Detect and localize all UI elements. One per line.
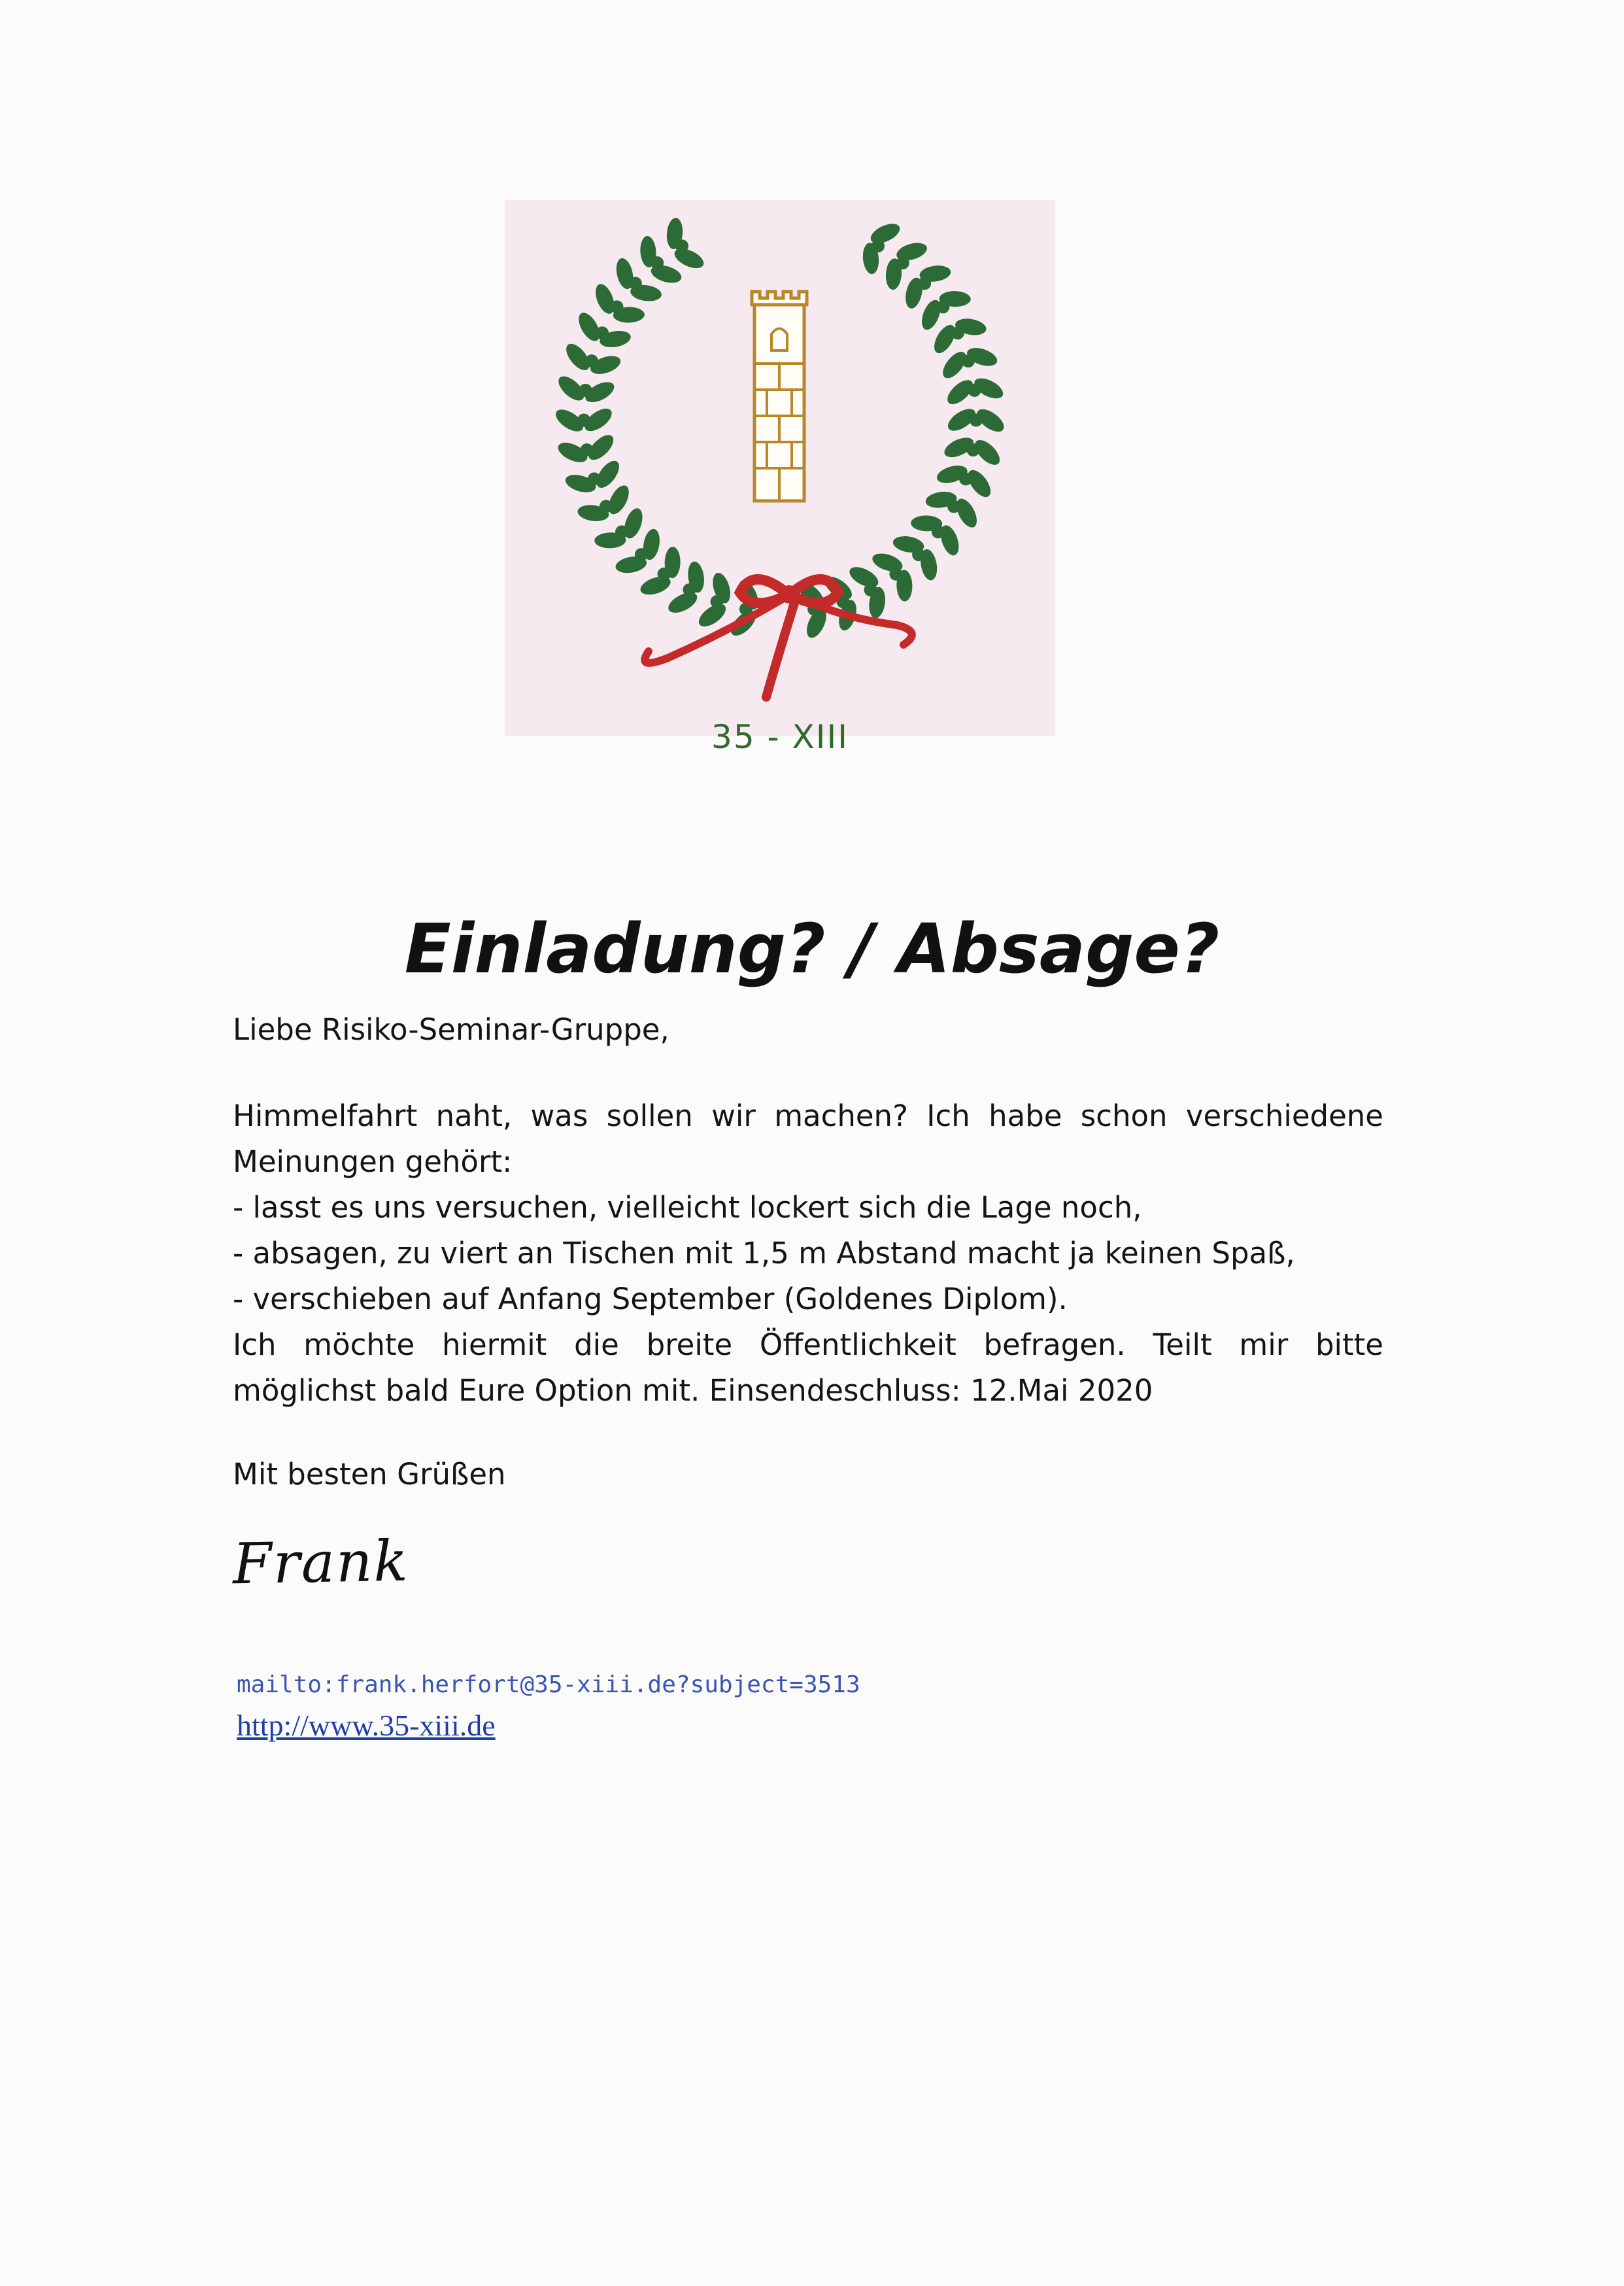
laurel-stem-node [600,500,613,513]
signature: Frank [232,1528,410,1597]
laurel-stem-node [711,595,724,608]
letter-body [233,1093,1383,1414]
laurel-stem-node [683,583,696,596]
body-line: Ich möchte hiermit die breite Öffentlichkeit befragen. Teilt mir bitte [233,1327,1383,1362]
laurel-stem-node [635,548,648,561]
laurel-stem-node [968,384,981,397]
laurel-stem-node [951,326,964,339]
laurel-stem-node [577,414,590,427]
option-item: - absagen, zu viert an Tischen mit 1,5 m Abstand macht ja keinen Spaß, [233,1236,1295,1271]
laurel-stem-node [912,548,925,561]
laurel-stem-node [947,500,960,513]
laurel-stem-node [962,354,975,367]
laurel-stem-node [585,354,598,367]
laurel-stem-node [889,568,902,581]
body-line: möglichst bald Eure Option mit. Einsendeschluss: 12.Mai 2020 [233,1373,1153,1408]
laurel-stem-node [611,300,624,313]
laurel-stem-node [675,239,688,252]
body-line: Himmelfahrt naht, was sollen wir machen? Ich habe schon verschiedene [233,1099,1383,1133]
closing: Mit besten Grüßen [233,1457,506,1492]
laurel-stem-node [864,583,877,596]
option-item: - verschieben auf Anfang September (Goldenes Diplom). [233,1282,1068,1316]
laurel-stem-node [966,443,979,456]
laurel-stem-node [651,256,664,269]
laurel-leaf [930,322,960,357]
laurel-stem-node [615,525,628,538]
mailto-link[interactable]: mailto:frank.herfort@35-xiii.de?subject=3513 [237,1671,860,1698]
club-logo [505,200,1055,736]
laurel-stem-node [581,443,594,456]
logo-caption: 35 - XIII [711,718,849,756]
laurel-stem-node [658,568,671,581]
option-item: - lasst es uns versuchen, vielleicht lockert sich die Lage noch, [233,1190,1142,1225]
laurel-stem-node [596,326,609,339]
salutation: Liebe Risiko-Seminar-Gruppe, [233,1012,669,1047]
letter-title: Einladung? / Absage? [404,908,1220,989]
laurel-stem-node [871,239,885,252]
laurel-stem-node [629,277,642,290]
laurel-stem-node [896,256,909,269]
laurel-stem-node [970,414,983,427]
laurel-stem-node [932,525,945,538]
laurel-wreath-tower-emblem [505,200,1055,736]
laurel-stem-node [579,384,592,397]
body-line: Meinungen gehört: [233,1144,513,1179]
left-laurel-branch [552,217,762,640]
laurel-leaf [575,309,604,345]
laurel-stem-node [588,472,601,485]
tower-icon [752,292,807,501]
website-link[interactable]: http://www.35-xiii.de [237,1709,496,1742]
laurel-stem-node [918,277,931,290]
laurel-stem-node [936,300,949,313]
laurel-stem-node [959,472,972,485]
